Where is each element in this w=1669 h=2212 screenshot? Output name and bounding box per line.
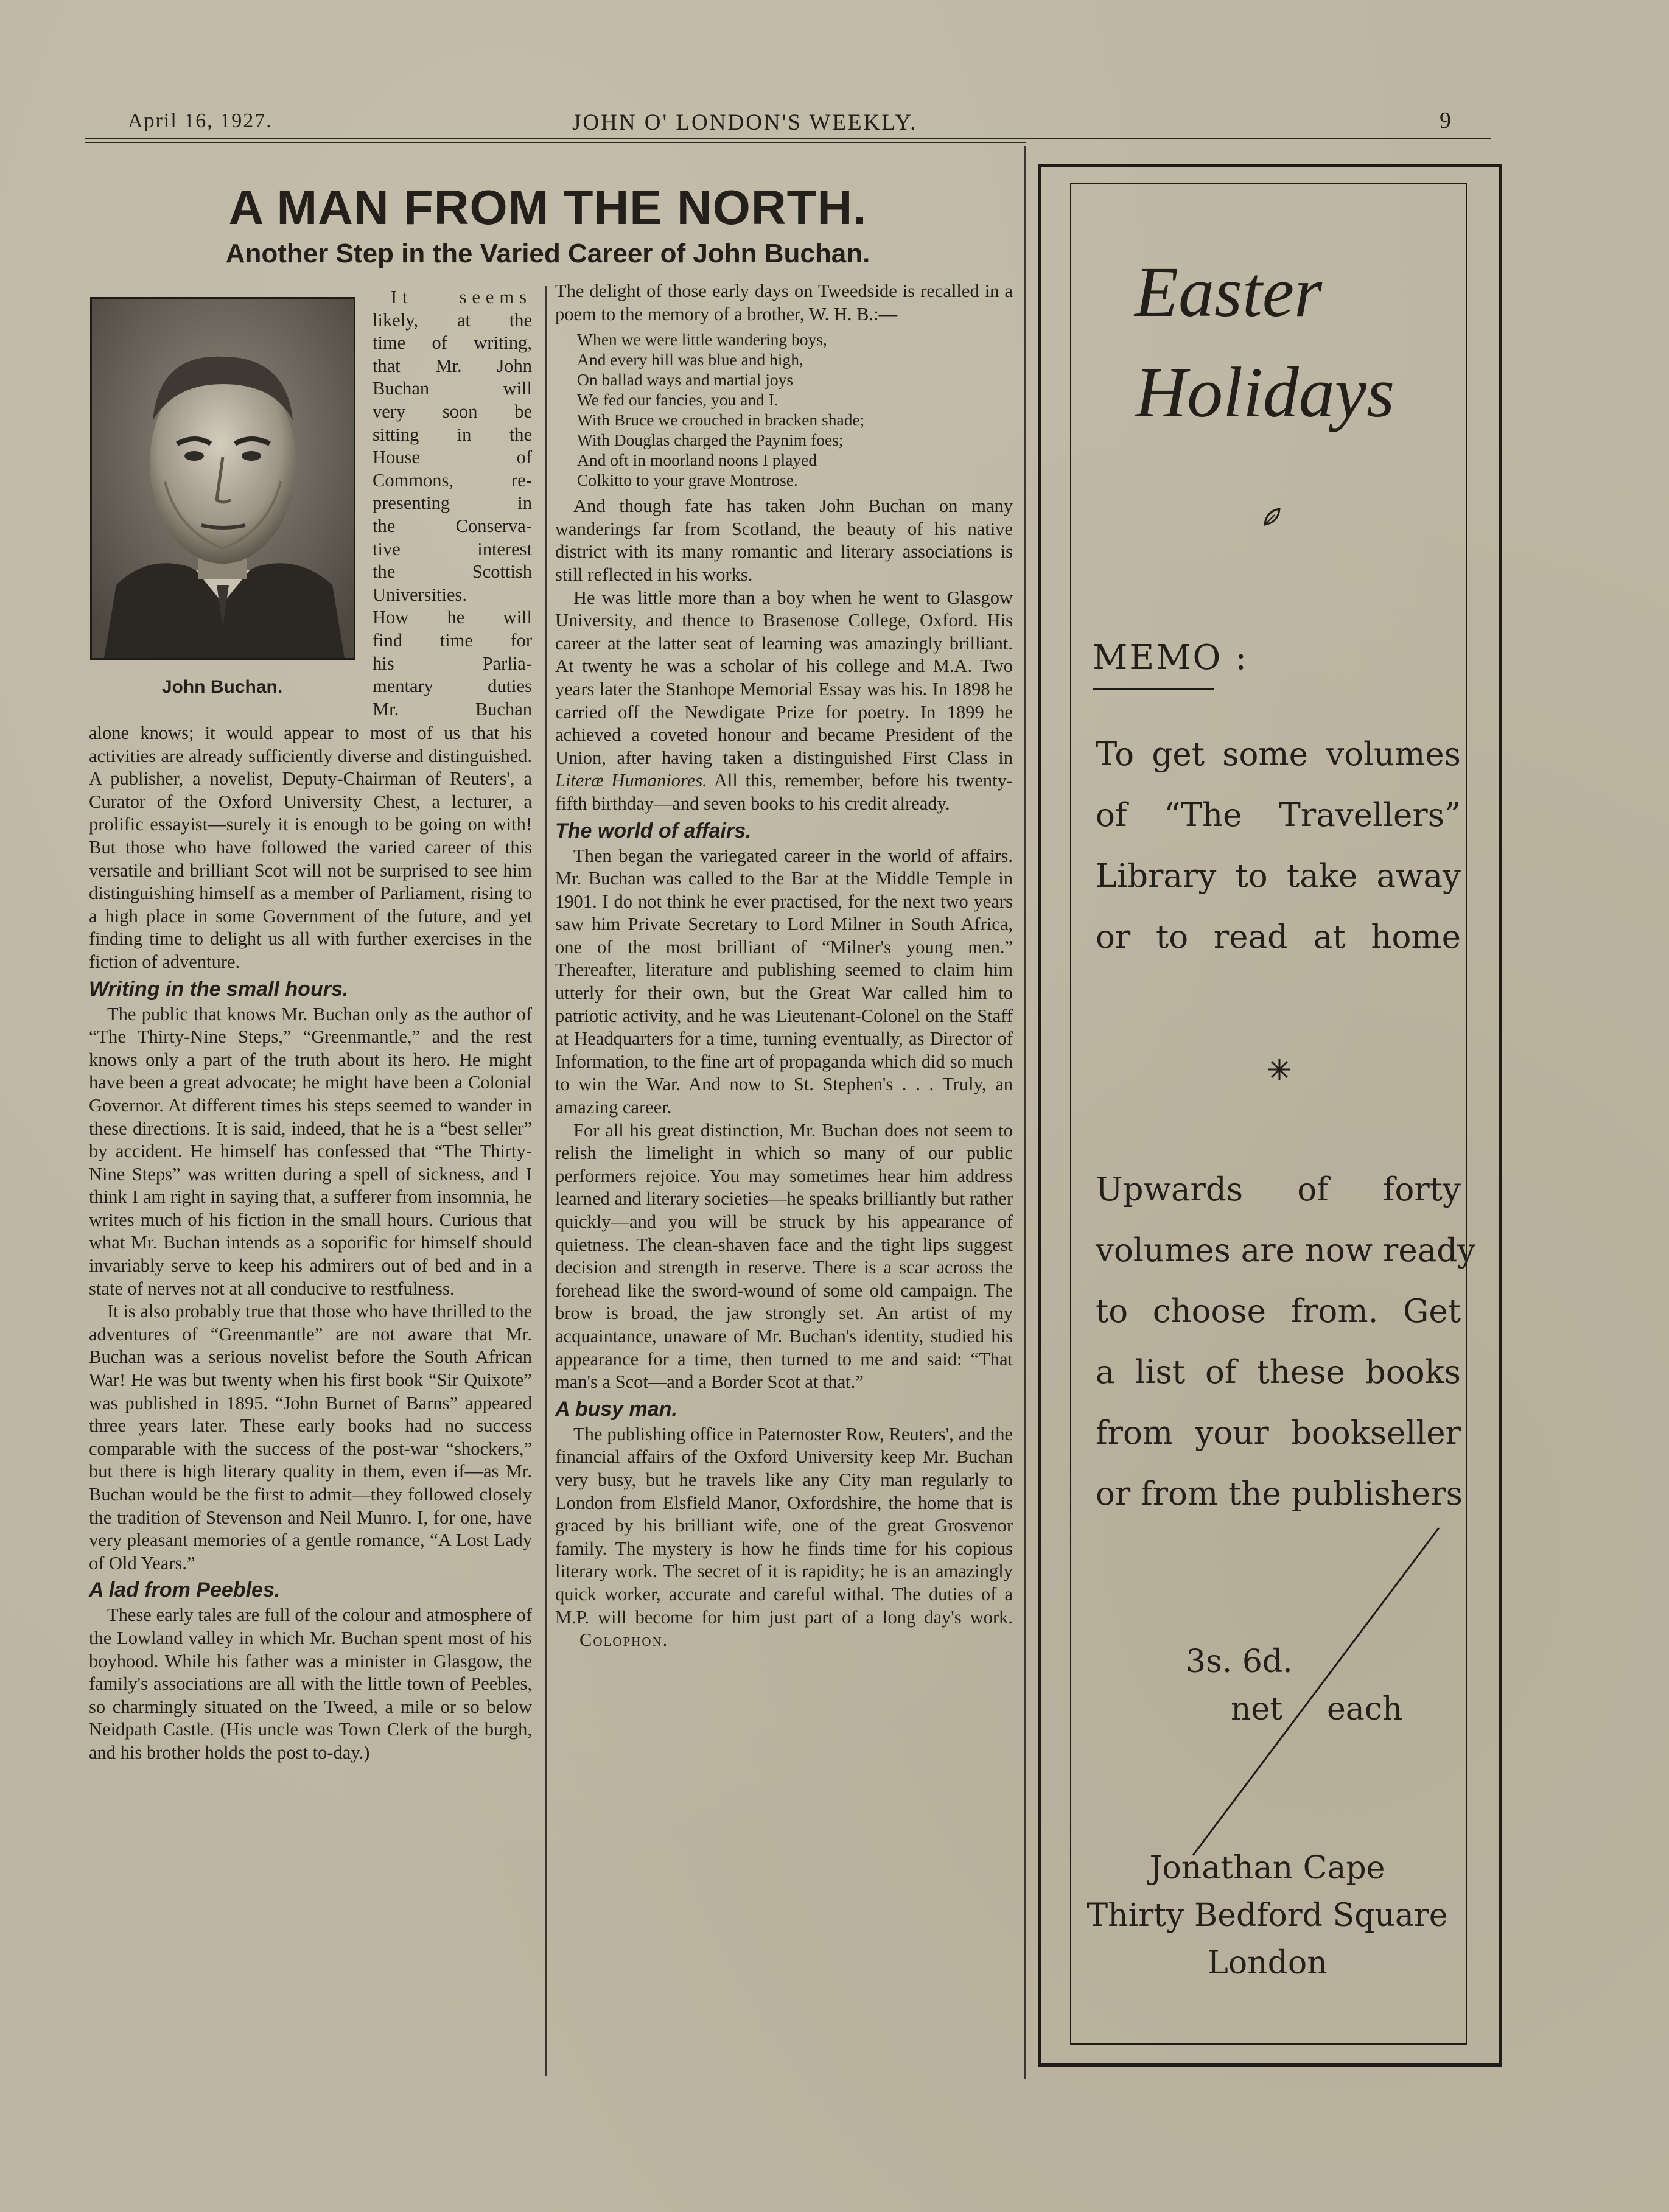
ad-memo-line: Library to take away	[1096, 858, 1461, 895]
paragraph: The delight of those early days on Tweedside is recalled in a poem to the memory of a brother, W. H. B.:—	[555, 281, 1013, 324]
paragraph: It is also probably true that those who have thrilled to the adventures of “Greenmantle” are not aware that Mr. Buchan was a serious novelist before the South African War! He was but twenty when his first book “Sir Quixote” was published in 1895. “John Burnet of Barns” appeared three years later. These early books had no success comparable with the success of the post-war “shockers,” but there is high literary quality in them, even if—as Mr. Buchan would be the first to admit—they followed closely the tradition of Stevenson and Neil Munro. I, for one, have very pleasant memories of a gentle romance, “A Lost Lady of Old Years.”	[89, 1301, 532, 1573]
narrow-lines	[373, 286, 532, 721]
ad-price: 3s. 6d.	[1186, 1643, 1293, 1680]
page-number: 9	[1440, 108, 1451, 133]
article-subheadline: Another Step in the Varied Career of John Buchan.	[225, 239, 870, 268]
subheading: The world of affairs.	[555, 819, 752, 842]
narrow-line: time of writing,	[373, 332, 532, 354]
column-1-narrow	[373, 286, 532, 721]
paragraph	[555, 1423, 1013, 1652]
ad-title-line1: Easter	[1134, 252, 1323, 332]
page-header	[85, 110, 1491, 146]
ad-body-line: volumes are now ready	[1096, 1232, 1476, 1269]
paragraph: alone knows; it would appear to most of us that his activities are already sufficiently diverse and distinguished. A publisher, a novelist, Deputy-Chairman of Reuters', a Curator of the Oxford University Chest, a lecturer, a prolific essayist—surely it is enough to be going on with! But those who have followed the varied career of this versatile and brilliant Scot will not be surprised to see him distinguishing himself as a member of Parliament, rising to a high place in some Government of the future, and yet finding time to delight us all with further exercises in the fiction of adventure.	[89, 723, 532, 972]
ad-body-line: to choose from. Get	[1096, 1293, 1461, 1330]
article-headline: A MAN FROM THE NORTH.	[228, 180, 867, 234]
paragraph: For all his great distinction, Mr. Buchan does not seem to relish the limelight in which so many of our public performers rejoice. You may sometimes hear him address learned and literary societies—he speaks brilliantly but rather quickly—and you will be struck by his appearance of quietness. The clean-shaven face and the tight lips suggest decision and strength in reserve. There is a scar across the forehead like the sword-wound of some old campaign. The brow is broad, the jaw strongly set. An artist of my acquaintance, unaware of Mr. Buchan's identity, studied his appearance for a time, then turned to me and said: “That man's a Scot—and a Border Scot at that.”	[555, 1119, 1013, 1393]
ad-body-line: or from the publishers	[1096, 1475, 1463, 1513]
ad-body-line: a list of these books	[1096, 1354, 1461, 1391]
ad-body-line: Upwards of forty	[1096, 1171, 1461, 1208]
ad-title-line2: Holidays	[1135, 352, 1395, 432]
poem-line: And oft in moorland noons I played	[577, 450, 817, 470]
author-signature: Colophon.	[579, 1629, 669, 1651]
narrow-line: How he will	[373, 607, 532, 628]
paragraph: The public that knows Mr. Buchan only as the author of “The Thirty-Nine Steps,” “Greenmantle,” and the rest knows only a part of the truth about its hero. He might have been a great advocate; he might have been a Colonial Governor. At different times his steps seemed to wander in these directions. It is said, indeed, that he is a “best seller” by accident. He himself has confessed that “The Thirty-Nine Steps” was written during a spell of sickness, and I think I am right in saying that, a sufferer from insomnia, he writes much of his fiction in the small hours. Curious that what Mr. Buchan intends as a soporific for himself should invariably serve to keep his admirers out of bed and in a state of nerves not at all conducive to restfulness.	[89, 1003, 532, 1299]
column-divider	[545, 286, 547, 2076]
ad-memo-heading: MEMO :	[1093, 638, 1249, 677]
text-run: He was little more than a boy when he went to Glasgow University, and thence to Brasenose College, Oxford. His career at the latter seat of learning was amazingly brilliant. At twenty he was a scholar of his college and M.A. Two years later the Stanhope Memorial Essay was his. In 1898 he carried off the Newdigate Prize for poetry. In 1899 he achieved a coveted honour and became President of the Union, after having taken a distinguished First Class in	[555, 587, 1013, 768]
poem-line: When we were little wandering boys,	[577, 330, 827, 349]
ad-publisher-line: Jonathan Cape	[1149, 1850, 1385, 1886]
star-ornament-icon	[1266, 1056, 1293, 1083]
ad-publisher-line: London	[1207, 1945, 1328, 1981]
ad-price-net: net	[1231, 1691, 1283, 1727]
poem	[577, 329, 1013, 490]
subheading: A lad from Peebles.	[89, 1578, 281, 1602]
narrow-line: likely, at the	[373, 309, 532, 331]
header-rule	[85, 138, 1491, 139]
paragraph: And though fate has taken John Buchan on many wanderings far from Scotland, the beauty of his native district with its many romantic and literary associations is still reflected in his works.	[555, 495, 1013, 585]
photo-caption: John Buchan.	[161, 677, 283, 697]
poem-line: With Douglas charged the Paynim foes;	[577, 430, 844, 450]
narrow-line: Buchan will	[373, 378, 532, 399]
narrow-line: Universities.	[373, 584, 467, 605]
ad-memo-line: To get some volumes	[1096, 736, 1461, 773]
narrow-line: presenting in	[373, 492, 532, 514]
text-run: All this, remember, before his twenty-fifth birthday—and seven books to his credit already.	[555, 770, 1013, 814]
narrow-line: House of	[373, 447, 532, 468]
ad-memo-underline	[1093, 688, 1214, 690]
ad-body-line: from your bookseller	[1096, 1415, 1461, 1452]
ad-memo-text	[1096, 724, 1461, 968]
subheading: Writing in the small hours.	[89, 977, 349, 1001]
poem-line: With Bruce we crouched in bracken shade;	[577, 410, 865, 430]
poem-line: And every hill was blue and high,	[577, 350, 803, 369]
column-2	[555, 280, 1013, 1652]
paragraph	[555, 587, 1013, 816]
narrow-line: tive interest	[373, 538, 532, 559]
narrow-line: Mr. Buchan	[373, 698, 532, 719]
ad-memo-line: or to read at home	[1096, 919, 1461, 956]
ad-memo-line: of “The Travellers”	[1096, 797, 1461, 834]
header-rule-thin	[85, 142, 1026, 143]
poem-line: On ballad ways and martial joys	[577, 370, 794, 390]
italic-text: Literæ Humaniores.	[555, 770, 707, 791]
text-run: The publishing office in Paternoster Row, Reuters', and the financial affairs of the Oxford University keep Mr. Buchan very busy, but he travels like any City man regularly to London from Elsfield Manor, Oxfordshire, the home that is graced by his brilliant wife, one of the great Grosvenor family. The mystery is how he finds time for his copious literary work. The secret of it is rapidity; he is an amazingly quick worker, accurate and careful withal. The duties of a M.P. will become for him just part of a long day's work.	[555, 1423, 1013, 1628]
price-slash-line	[1181, 1522, 1449, 1863]
poem-line: Colkitto to your grave Montrose.	[577, 471, 798, 490]
poem-line: We fed our fancies, you and I.	[577, 390, 779, 410]
narrow-line: the Conserva-	[373, 515, 532, 536]
column-divider	[1024, 146, 1026, 2079]
ad-publisher-line: Thirty Bedford Square	[1086, 1897, 1448, 1934]
narrow-line: his Parlia-	[373, 653, 532, 674]
portrait-image	[92, 299, 354, 658]
narrow-line: It seems	[391, 287, 532, 307]
paragraph: These early tales are full of the colour and atmosphere of the Lowland valley in which Mr. Buchan spent most of his boyhood. While his father was a minister in Glasgow, the family's associations are all with the little town of Peebles, so charmingly situated on the Tweed, a mile or so below Neidpath Castle. (His uncle was Town Clerk of the burgh, and his brother holds the post to-day.)	[89, 1605, 532, 1763]
ad-price-each: each	[1327, 1691, 1403, 1727]
subheading: A busy man.	[555, 1397, 677, 1421]
leaf-ornament-icon	[1260, 505, 1284, 530]
narrow-line: Commons, re-	[373, 469, 532, 491]
narrow-line: mentary duties	[373, 676, 532, 697]
publication-title: JOHN O' LONDON'S WEEKLY.	[572, 110, 918, 135]
narrow-line: the Scottish	[373, 561, 532, 583]
narrow-line: sitting in the	[373, 424, 532, 445]
author-portrait	[90, 297, 355, 660]
paragraph: Then began the variegated career in the world of affairs. Mr. Buchan was called to the Bar at the Middle Temple in 1901. I do not think he ever practised, for the next two years saw him Private Secretary to Lord Milner in South Africa, one of the most brilliant of “Milner's young men.” Thereafter, literature and publishing seemed to claim him utterly for their own, but the Great War called him to patriotic activity, and he was Lieutenant-Colonel on the Staff at Headquarters for a time, turning eventually, as Director of Information, to the fine art of propaganda which did so much to win the War. And now to St. Stephen's . . . Truly, an amazing career.	[555, 845, 1013, 1118]
ad-publisher	[1070, 1844, 1464, 1987]
narrow-line: that Mr. John	[373, 355, 532, 376]
narrow-line: find time for	[373, 629, 532, 651]
narrow-line: very soon be	[373, 401, 532, 422]
ad-body-text	[1096, 1160, 1476, 1525]
issue-date: April 16, 1927.	[128, 110, 273, 132]
column-1	[89, 722, 532, 1765]
